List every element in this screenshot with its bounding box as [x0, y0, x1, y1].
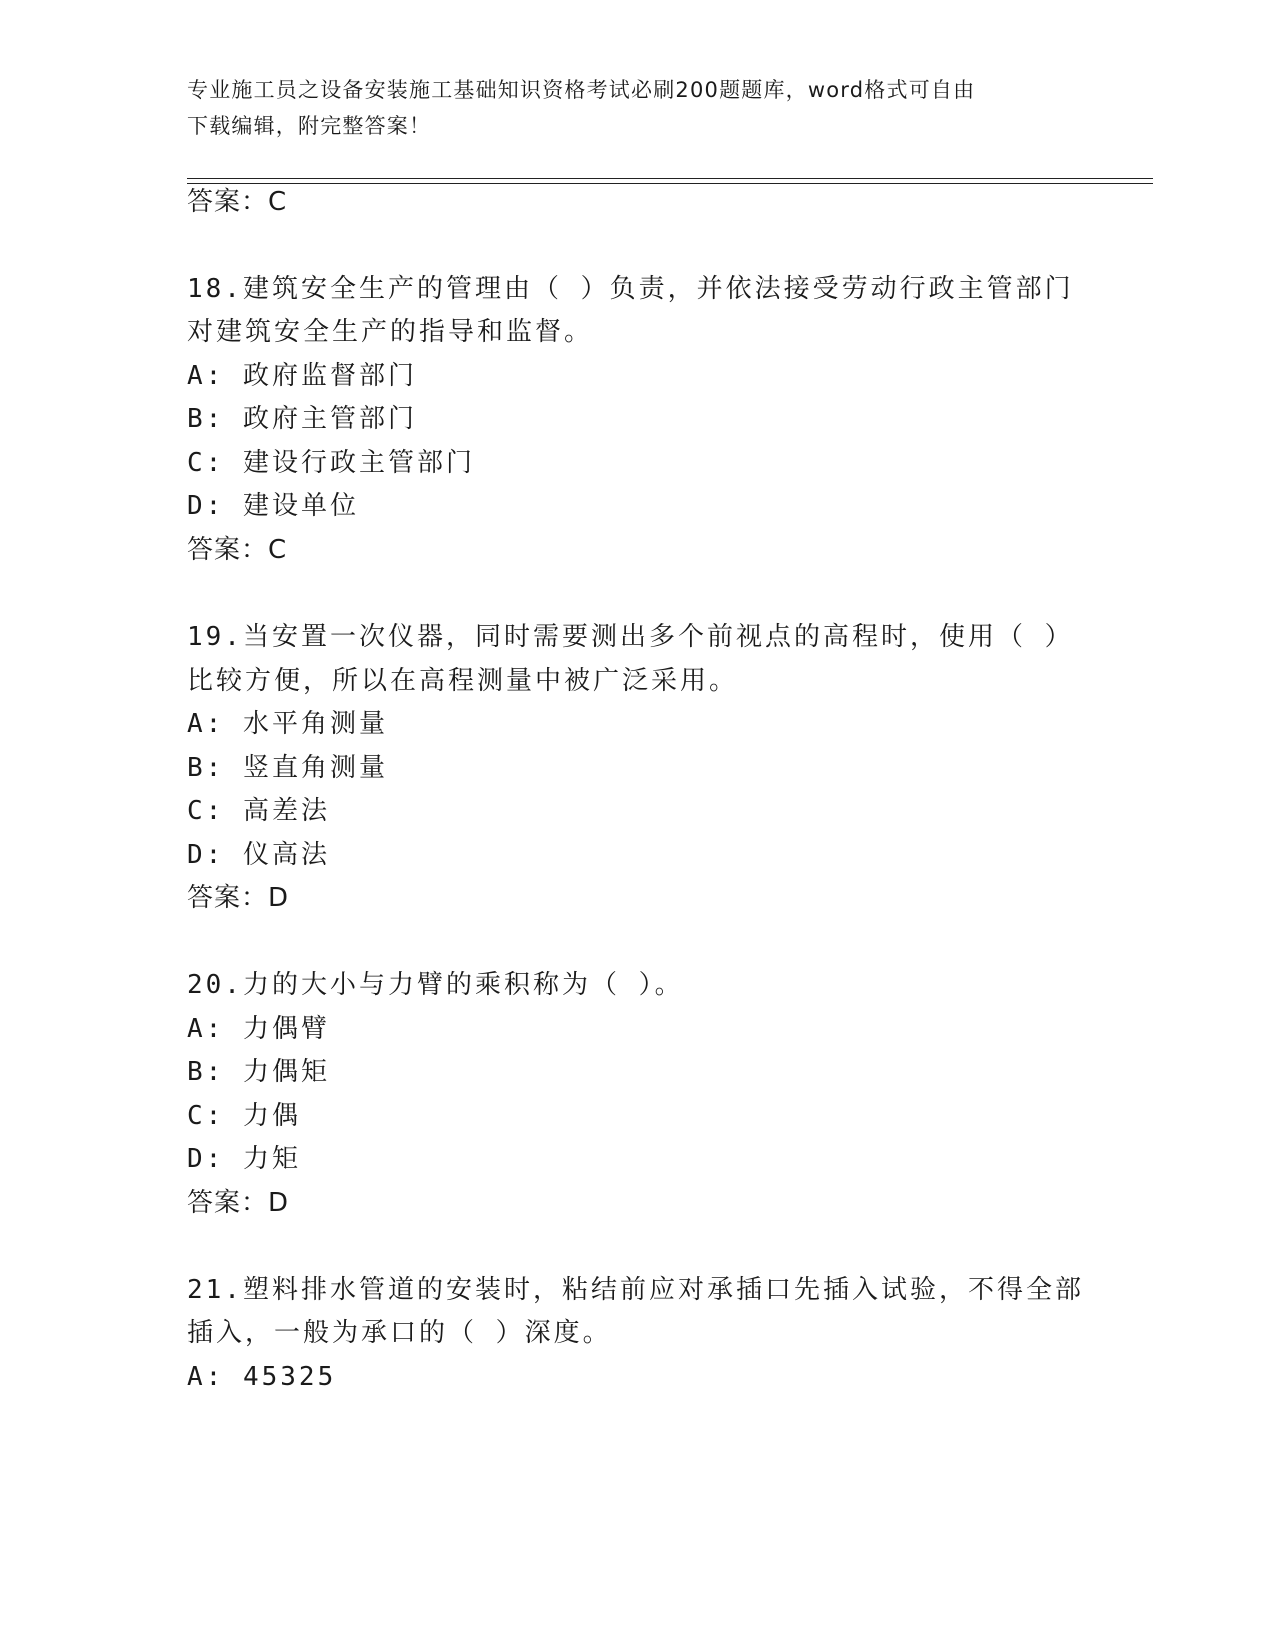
header-divider-top — [187, 178, 1153, 179]
question-19-option-d: D: 仪高法 — [187, 840, 330, 870]
question-18-option-d: D: 建设单位 — [187, 491, 359, 521]
question-18-answer: 答案：C — [187, 535, 288, 565]
question-20-answer: 答案：D — [187, 1188, 290, 1218]
question-18-option-a: A: 政府监督部门 — [187, 361, 417, 391]
question-19-stem-line-1: 19.当安置一次仪器，同时需要测出多个前视点的高程时，使用（ ） — [187, 622, 1074, 652]
answer-line: 答案：C — [187, 187, 288, 217]
question-19-answer: 答案：D — [187, 883, 290, 913]
question-18-stem-line-1: 18.建筑安全生产的管理由（ ）负责，并依法接受劳动行政主管部门 — [187, 274, 1074, 304]
question-18-option-b: B: 政府主管部门 — [187, 404, 417, 434]
document-header — [187, 72, 1067, 144]
header-divider-bottom — [187, 183, 1153, 184]
question-19-option-b: B: 竖直角测量 — [187, 753, 388, 783]
question-20-option-a: A: 力偶臂 — [187, 1014, 330, 1044]
question-20-option-b: B: 力偶矩 — [187, 1057, 330, 1087]
question-19-option-a: A: 水平角测量 — [187, 709, 388, 739]
question-19-stem-line-2: 比较方便，所以在高程测量中被广泛采用。 — [187, 666, 739, 696]
question-21-stem-line-1: 21.塑料排水管道的安装时，粘结前应对承插口先插入试验，不得全部 — [187, 1275, 1084, 1305]
question-19-option-c: C: 高差法 — [187, 796, 330, 826]
question-21-stem-line-2: 插入，一般为承口的（ ）深度。 — [187, 1318, 612, 1348]
question-20-stem-line-1: 20.力的大小与力臂的乘积称为（ ）。 — [187, 970, 684, 1000]
question-20-option-c: C: 力偶 — [187, 1101, 301, 1131]
header-line-2: 下载编辑，附完整答案！ — [187, 114, 432, 138]
question-18-option-c: C: 建设行政主管部门 — [187, 448, 475, 478]
header-line-1: 专业施工员之设备安装施工基础知识资格考试必刷200题题库，word格式可自由 — [187, 78, 976, 102]
question-21-option-a: A: 45325 — [187, 1362, 337, 1392]
question-20-option-d: D: 力矩 — [187, 1144, 301, 1174]
question-18-stem-line-2: 对建筑安全生产的指导和监督。 — [187, 317, 594, 347]
